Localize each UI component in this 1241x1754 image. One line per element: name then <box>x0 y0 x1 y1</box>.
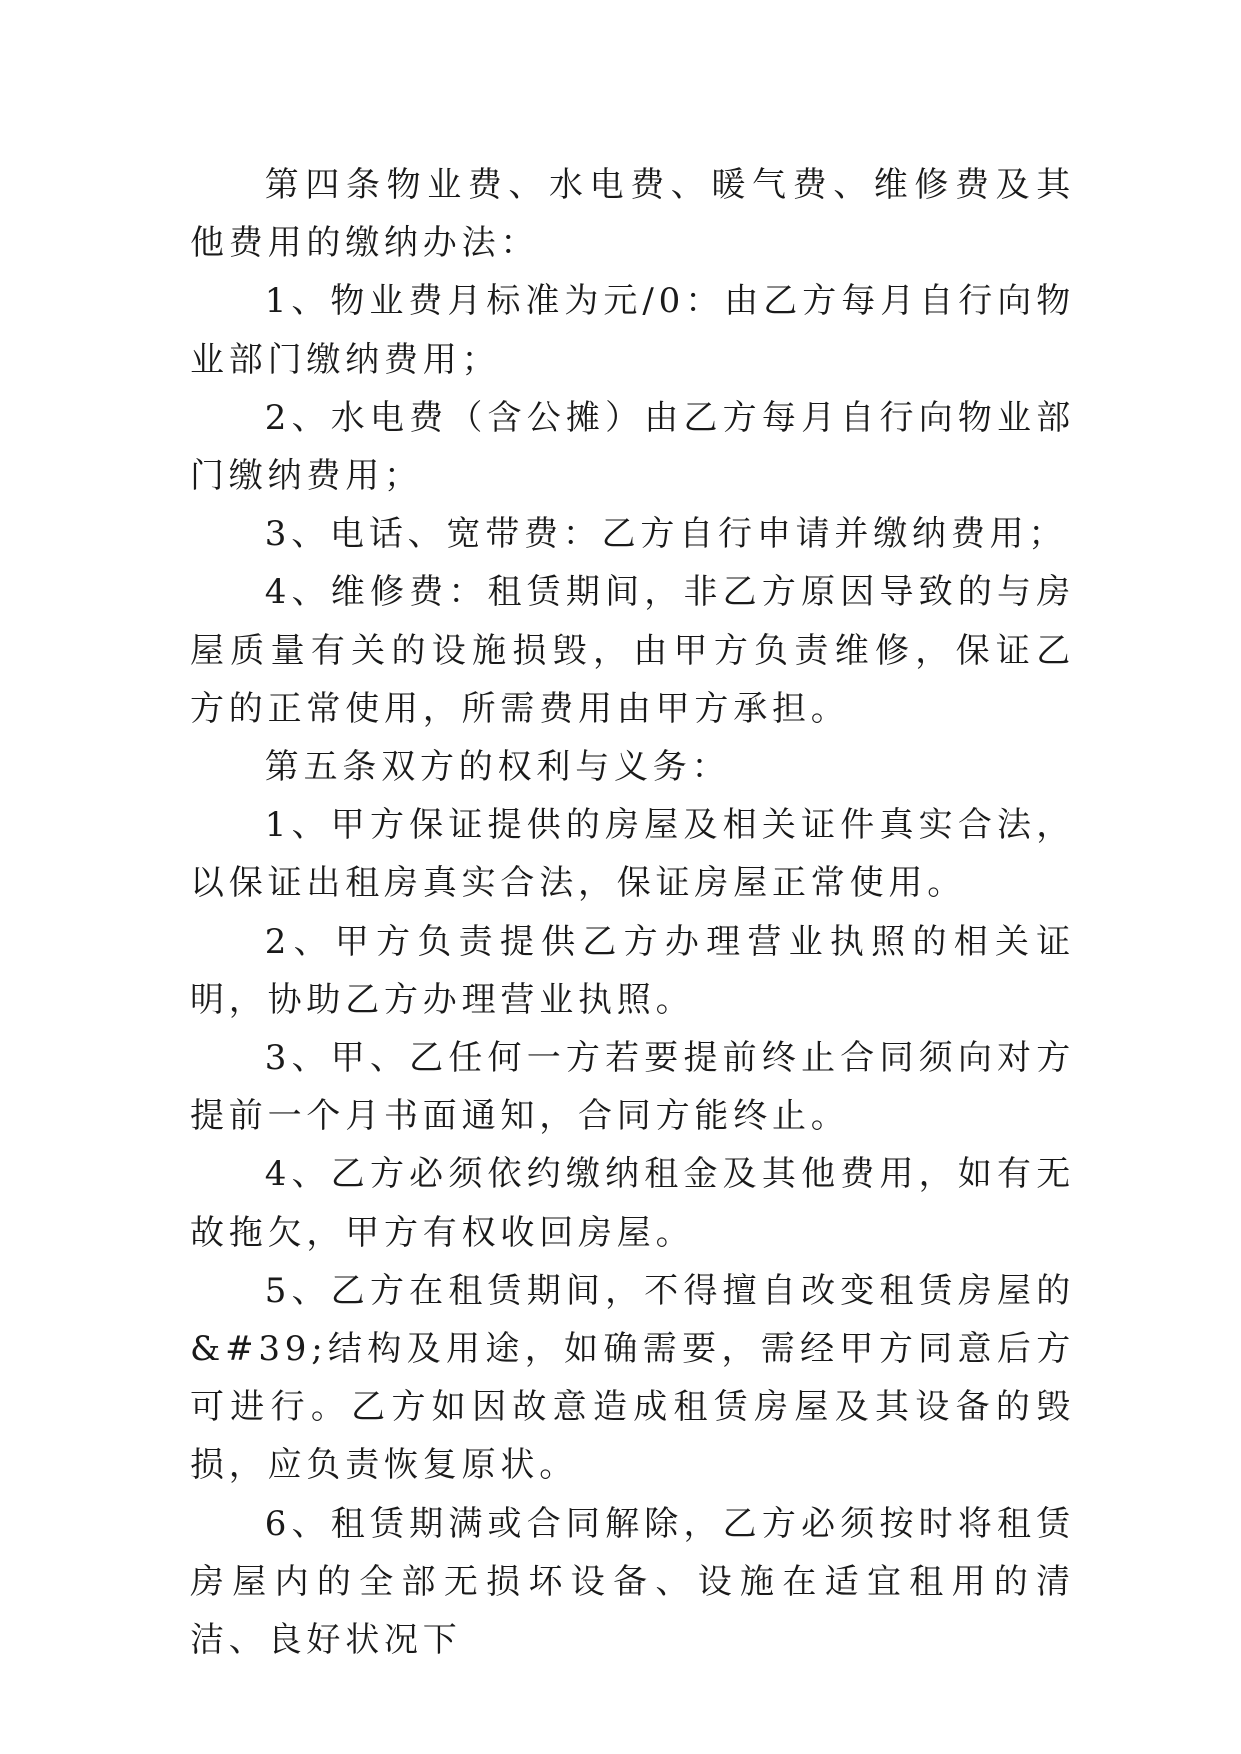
paragraph-phone-broadband-fee: 3、电话、宽带费：乙方自行申请并缴纳费用； <box>264 514 1068 555</box>
paragraph-right-1: 1、甲方保证提供的房屋及相关证件真实合法，以保证出租房真实合法，保证房屋正常使用。 <box>190 805 1075 904</box>
paragraph-article-5-title: 第五条双方的权利与义务： <box>264 747 731 788</box>
paragraph-right-2: 2、甲方负责提供乙方办理营业执照的相关证明，协助乙方办理营业执照。 <box>190 921 1075 1020</box>
paragraph-right-5: 5、乙方在租赁期间，不得擅自改变租赁房屋的&#39;结构及用途，如确需要，需经甲方同意后方可进行。乙方如因故意造成租赁房屋及其设备的毁损，应负责恢复原状。 <box>190 1270 1075 1486</box>
paragraph-maintenance-fee: 4、维修费：租赁期间，非乙方原因导致的与房屋质量有关的设施损毁，由甲方负责维修，保证乙方的正常使用，所需费用由甲方承担。 <box>190 572 1075 729</box>
paragraph-property-fee: 1、物业费月标准为元/0：由乙方每月自行向物业部门缴纳费用； <box>190 281 1075 380</box>
document-body <box>190 156 1075 1669</box>
paragraph-article-4-title: 第四条物业费、水电费、暖气费、维修费及其他费用的缴纳办法： <box>190 165 1075 264</box>
paragraph-utilities-fee: 2、水电费（含公摊）由乙方每月自行向物业部门缴纳费用； <box>190 397 1075 497</box>
paragraph-right-6: 6、租赁期满或合同解除，乙方必须按时将租赁房屋内的全部无损坏设备、设施在适宜租用的清洁、良好状况下 <box>190 1503 1075 1661</box>
paragraph-right-4: 4、乙方必须依约缴纳租金及其他费用，如有无故拖欠，甲方有权收回房屋。 <box>190 1154 1075 1253</box>
paragraph-right-3: 3、甲、乙任何一方若要提前终止合同须向对方提前一个月书面通知，合同方能终止。 <box>190 1038 1075 1137</box>
